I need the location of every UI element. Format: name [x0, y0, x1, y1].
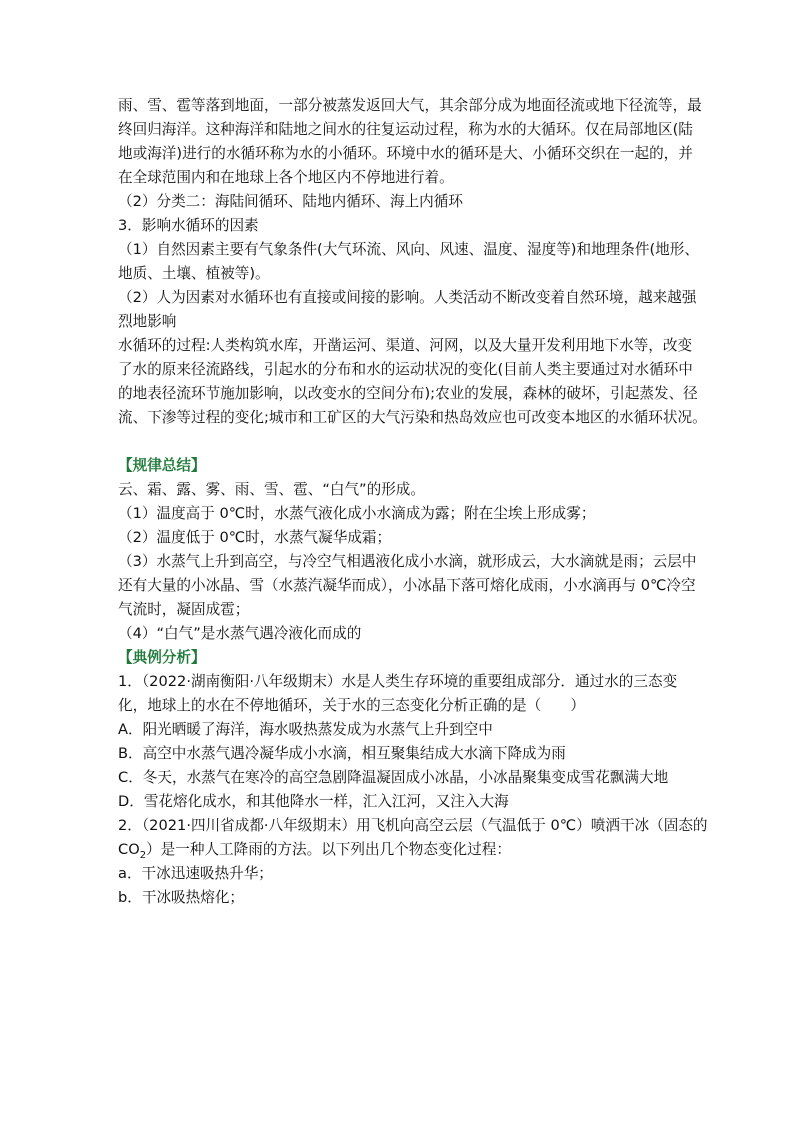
- paragraph-line: 流、下渗等过程的变化;城市和工矿区的大气污染和热岛效应也可改变本地区的水循环状况。: [118, 409, 707, 426]
- paragraph-line: （1）自然因素主要有气象条件(大气环流、风向、风速、温度、湿度等)和地理条件(地形、: [118, 241, 699, 258]
- process-item-a: a．干冰迅速吸热升华；: [118, 865, 273, 882]
- paragraph-line: 的地表径流环节施加影响，以改变水的空间分布);农业的发展，森林的破坏，引起蒸发、径: [118, 385, 698, 402]
- paragraph-line: 气流时，凝固成雹；: [118, 601, 250, 618]
- question-stem-rest: ）是一种人工降雨的方法。以下列出几个物态变化过程：: [146, 841, 511, 858]
- paragraph-line: （2）分类二：海陆间循环、陆地内循环、海上内循环: [118, 193, 463, 210]
- paragraph-line: 在全球范围内和在地球上各个地区内不停地进行着。: [118, 169, 454, 186]
- paragraph-line: 了水的原来径流路线，引起水的分布和水的运动状况的变化(目前人类主要通过对水循环中: [118, 361, 693, 378]
- paragraph-line: （3）水蒸气上升到高空，与冷空气相遇液化成小水滴，就形成云，大水滴就是雨；云层中: [118, 553, 697, 570]
- question-stem: 2．（2021·四川省成都·八年级期末）用飞机向高空云层（气温低于 0℃）喷洒干冰（固态的: [118, 817, 708, 834]
- document-body: [118, 94, 708, 910]
- rule-summary-heading: 【规律总结】: [118, 457, 206, 474]
- answer-option-b: B．高空中水蒸气遇冷凝华成小水滴，相互聚集结成大水滴下降成为雨: [118, 745, 566, 762]
- example-analysis-heading: 【典例分析】: [118, 649, 206, 666]
- paragraph-line: （2）温度低于 0℃时，水蒸气凝华成霜；: [118, 529, 392, 546]
- spacer: [118, 430, 678, 454]
- answer-option-c: C．冬天，水蒸气在寒冷的高空急剧降温凝固成小冰晶，小冰晶聚集变成雪花飘满大地: [118, 769, 669, 786]
- co2-formula: CO: [118, 841, 140, 858]
- paragraph-line: 水循环的过程:人类构筑水库，开凿运河、渠道、河网，以及大量开发利用地下水等，改变: [118, 337, 693, 354]
- process-item-b: b．干冰吸热熔化；: [118, 889, 245, 906]
- answer-option-a: A．阳光晒暖了海洋，海水吸热蒸发成为水蒸气上升到空中: [118, 721, 493, 738]
- co2-subscript: 2: [139, 849, 147, 861]
- paragraph-line: 烈地影响: [118, 313, 177, 330]
- paragraph-line: 地质、土壤、植被等)。: [118, 265, 270, 282]
- paragraph-line: 地或海洋)进行的水循环称为水的小循环。环境中水的循环是大、小循环交织在一起的，并: [118, 145, 693, 162]
- paragraph-line: （2）人为因素对水循环也有直接或间接的影响。人类活动不断改变着自然环境，越来越强: [118, 289, 697, 306]
- paragraph-line: 还有大量的小冰晶、雪（水蒸汽凝华而成），小冰晶下落可熔化成雨，小水滴再与 0℃冷空: [118, 577, 696, 594]
- paragraph-line: （4）“白气”是水蒸气遇冷液化而成的: [118, 625, 362, 642]
- paragraph-line: 3．影响水循环的因素: [118, 217, 259, 234]
- question-stem: 1．（2022·湖南衡阳·八年级期末）水是人类生存环境的重要组成部分．通过水的三态变: [118, 673, 678, 690]
- paragraph-line: 雨、雪、雹等落到地面，一部分被蒸发返回大气，其余部分成为地面径流或地下径流等，最: [118, 97, 702, 114]
- paragraph-line: 终回归海洋。这种海洋和陆地之间水的往复运动过程，称为水的大循环。仅在局部地区(陆: [118, 121, 693, 138]
- paragraph-line: （1）温度高于 0℃时，水蒸气液化成小水滴成为露；附在尘埃上形成雾；: [118, 505, 596, 522]
- question-stem: [118, 838, 678, 862]
- answer-option-d: D．雪花熔化成水，和其他降水一样，汇入江河，又注入大海: [118, 793, 509, 810]
- paragraph-line: 云、霜、露、雾、雨、雪、雹、“白气”的形成。: [118, 481, 425, 498]
- question-stem: 化，地球上的水在不停地循环，关于水的三态变化分析正确的是（ ）: [118, 697, 586, 714]
